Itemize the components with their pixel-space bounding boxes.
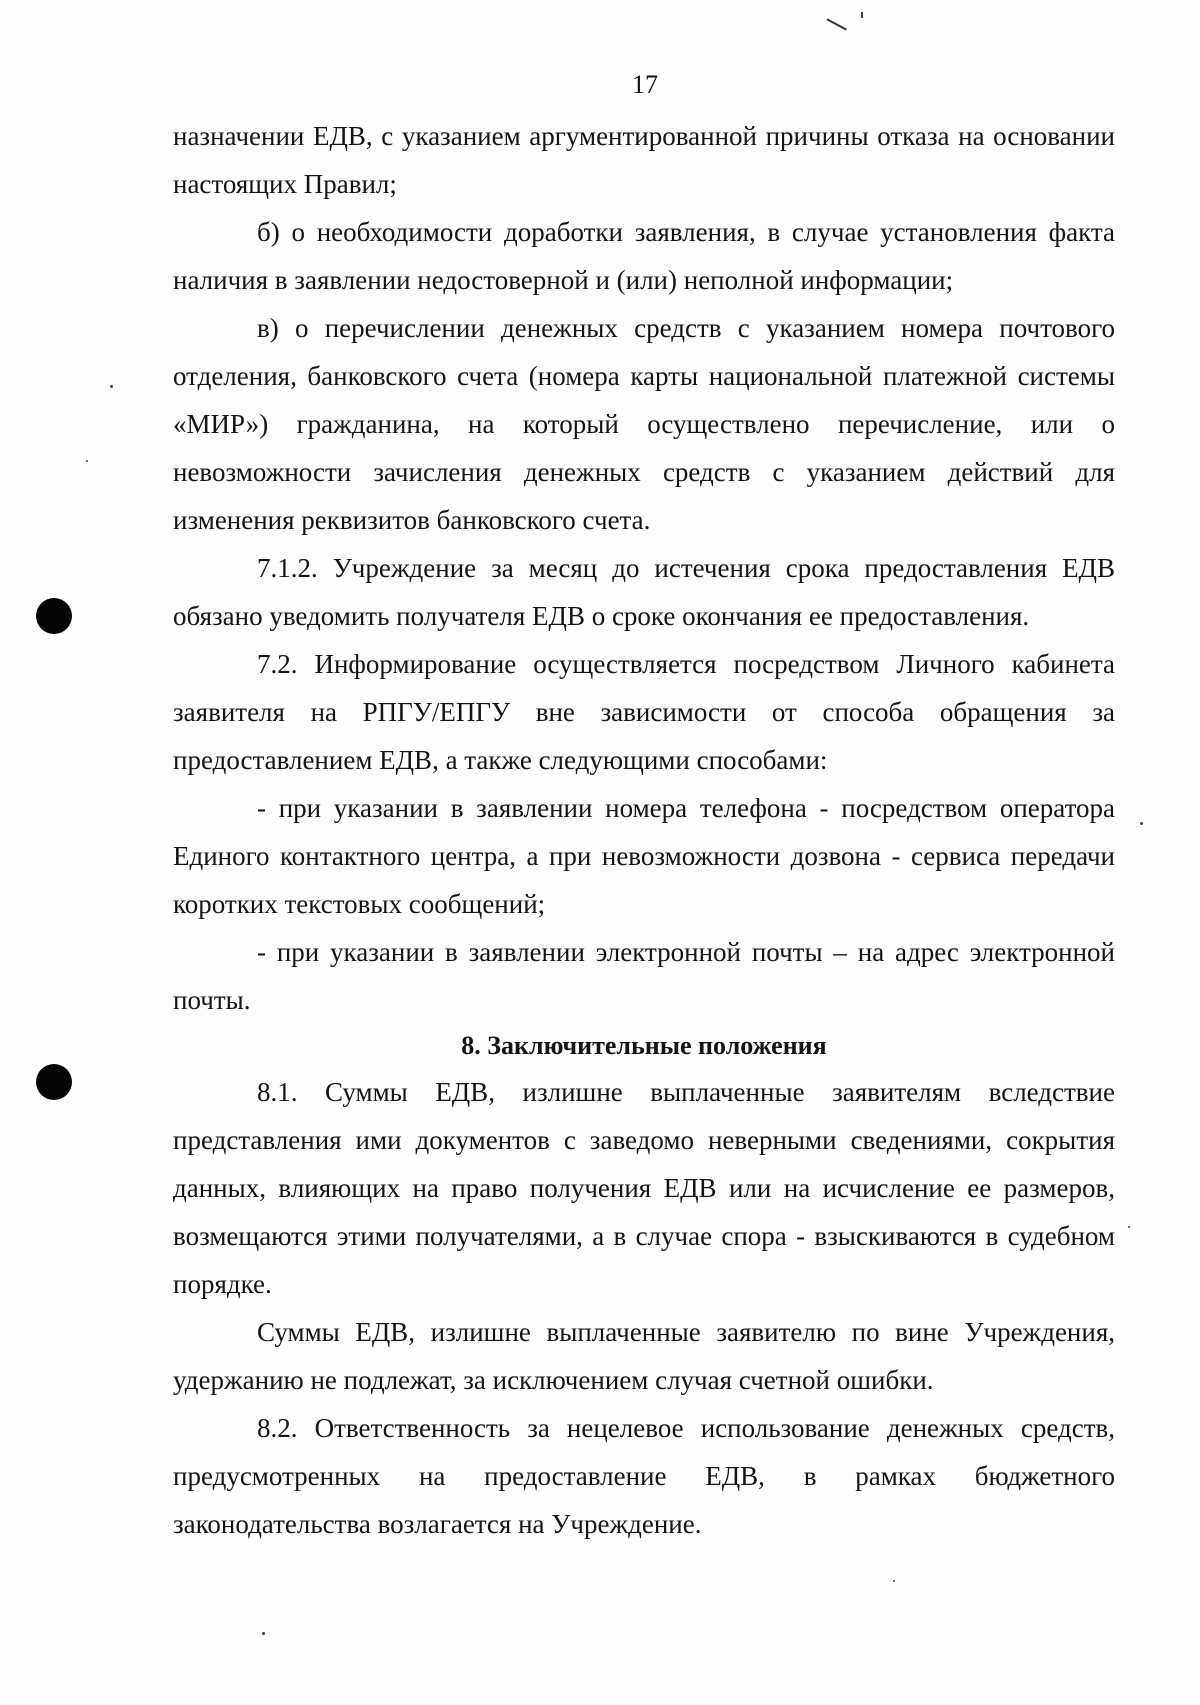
punch-hole: [36, 1064, 72, 1100]
section-heading: 8. Заключительные положения: [461, 1031, 827, 1060]
paragraph: 7.1.2. Учреждение за месяц до истечения срока предоставления ЕДВ обязано уведомить получателя ЕДВ о сроке окончания ее предоставления.: [173, 553, 1115, 631]
paragraph: в) о перечислении денежных средств с указанием номера почтового отделения, банковского счета (номера карты национальной платежной системы «МИР») гражданина, на который осуществлено перечисление, или о невозможности зачисления денежных средств с указанием действий для изменения реквизитов банковского счета.: [173, 313, 1115, 535]
scan-speck: [1140, 822, 1143, 825]
document-text: [173, 112, 1115, 1548]
scan-speck: [86, 460, 88, 462]
scan-speck: [893, 1580, 895, 1582]
paragraph: 8.1. Суммы ЕДВ, излишне выплаченные заявителям вследствие представления ими документов с заведомо неверными сведениями, сокрытия данных, влияющих на право получения ЕДВ или на исчисление ее размеров, возмещаются этими получателями, а в случае спора - взыскиваются в судебном порядке.: [173, 1077, 1115, 1299]
paragraph: 7.2. Информирование осуществляется посредством Личного кабинета заявителя на РПГУ/ЕПГУ вне зависимости от способа обращения за предоставлением ЕДВ, а также следующими способами:: [173, 649, 1115, 775]
paragraph: Суммы ЕДВ, излишне выплаченные заявителю по вине Учреждения, удержанию не подлежат, за исключением случая счетной ошибки.: [173, 1317, 1115, 1395]
paragraph: б) о необходимости доработки заявления, в случае установления факта наличия в заявлении недостоверной и (или) неполной информации;: [173, 217, 1115, 295]
paragraph: 8.2. Ответственность за нецелевое использование денежных средств, предусмотренных на предоставление ЕДВ, в рамках бюджетного законодательства возлагается на Учреждение.: [173, 1413, 1115, 1539]
scan-speck: [1128, 1226, 1130, 1228]
page-number: 17: [632, 70, 658, 99]
punch-hole: [36, 598, 72, 634]
scan-speck: [262, 1632, 265, 1635]
paragraph: - при указании в заявлении номера телефона - посредством оператора Единого контактного центра, а при невозможности дозвона - сервиса передачи коротких текстовых сообщений;: [173, 793, 1115, 919]
scan-mark: [861, 12, 863, 18]
scan-mark: [826, 10, 851, 31]
scan-speck: [110, 385, 113, 388]
paragraph: назначении ЕДВ, с указанием аргументированной причины отказа на основании настоящих Правил;: [173, 121, 1115, 199]
paragraph: - при указании в заявлении электронной почты – на адрес электронной почты.: [173, 937, 1115, 1015]
